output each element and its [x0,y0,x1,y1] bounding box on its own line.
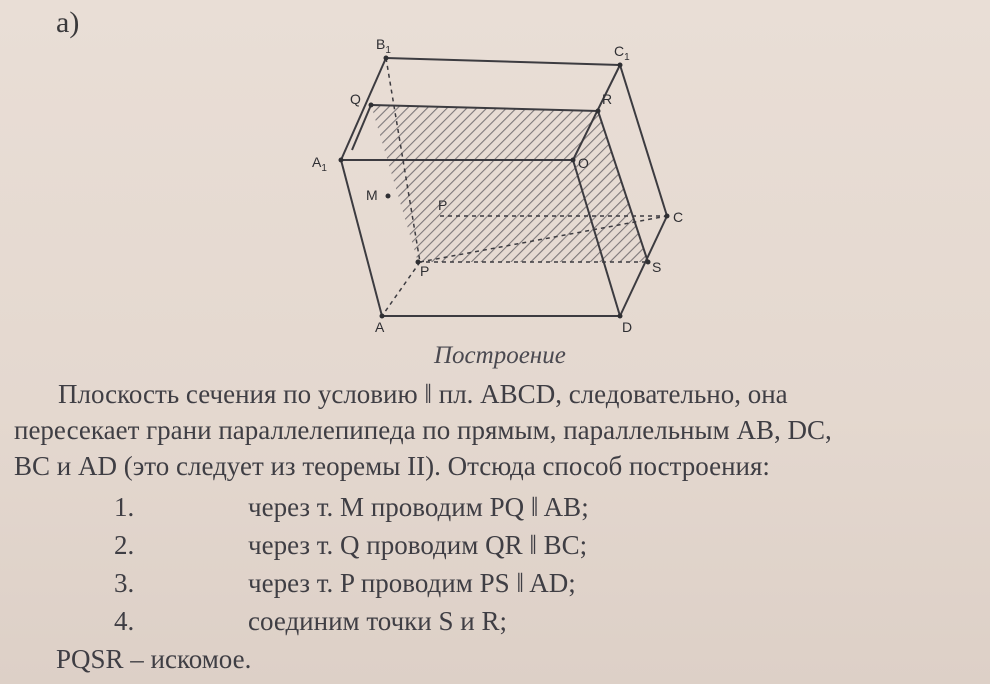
step-text: соединим точки S и R; [248,606,507,636]
step-text: через т. P проводим PS ‖ AD; [248,568,576,598]
label-b1: $B_1$ [376,36,391,56]
label-q: Q [350,91,361,107]
label-p: P [420,263,430,279]
label-m: M [366,187,378,203]
result-line: PQSR – искомое. [56,644,252,674]
label-a: A [375,319,385,335]
section-plane [371,105,648,262]
part-label: а) [56,6,80,39]
paragraph-line-3: BC и AD (это следует из теоремы II). Отсюда способ построения: [14,451,770,481]
step-text: через т. M проводим PQ ‖ AB; [248,492,589,522]
edge-c1-c [620,65,667,216]
label-a1: $A_1$ [312,154,327,174]
figure-caption: Построение [434,342,566,369]
label-s: S [652,259,662,275]
label-c1: $C_1$ [614,43,630,63]
edge-b1-c1 [386,58,620,65]
label-r: R [602,91,613,107]
paragraph-line-1: Плоскость сечения по условию ‖ пл. ABCD, следовательно, она [58,379,788,409]
step-number: 4. [114,606,135,636]
step-number: 3. [114,568,135,598]
label-d: D [622,319,633,335]
label-c: C [673,209,684,225]
step-number: 2. [114,530,135,560]
explanation-paragraph [14,376,990,484]
hidden-edge-b-a [382,262,420,316]
edge-a-a1 [341,160,382,316]
label-p-inner: P [438,197,448,213]
step-number: 1. [114,492,135,522]
label-o: O [578,155,589,171]
paragraph-line-2: пересекает грани параллелепипеда по прямым, параллельным AB, DC, [14,415,832,445]
step-text: через т. Q проводим QR ‖ BC; [248,530,588,560]
